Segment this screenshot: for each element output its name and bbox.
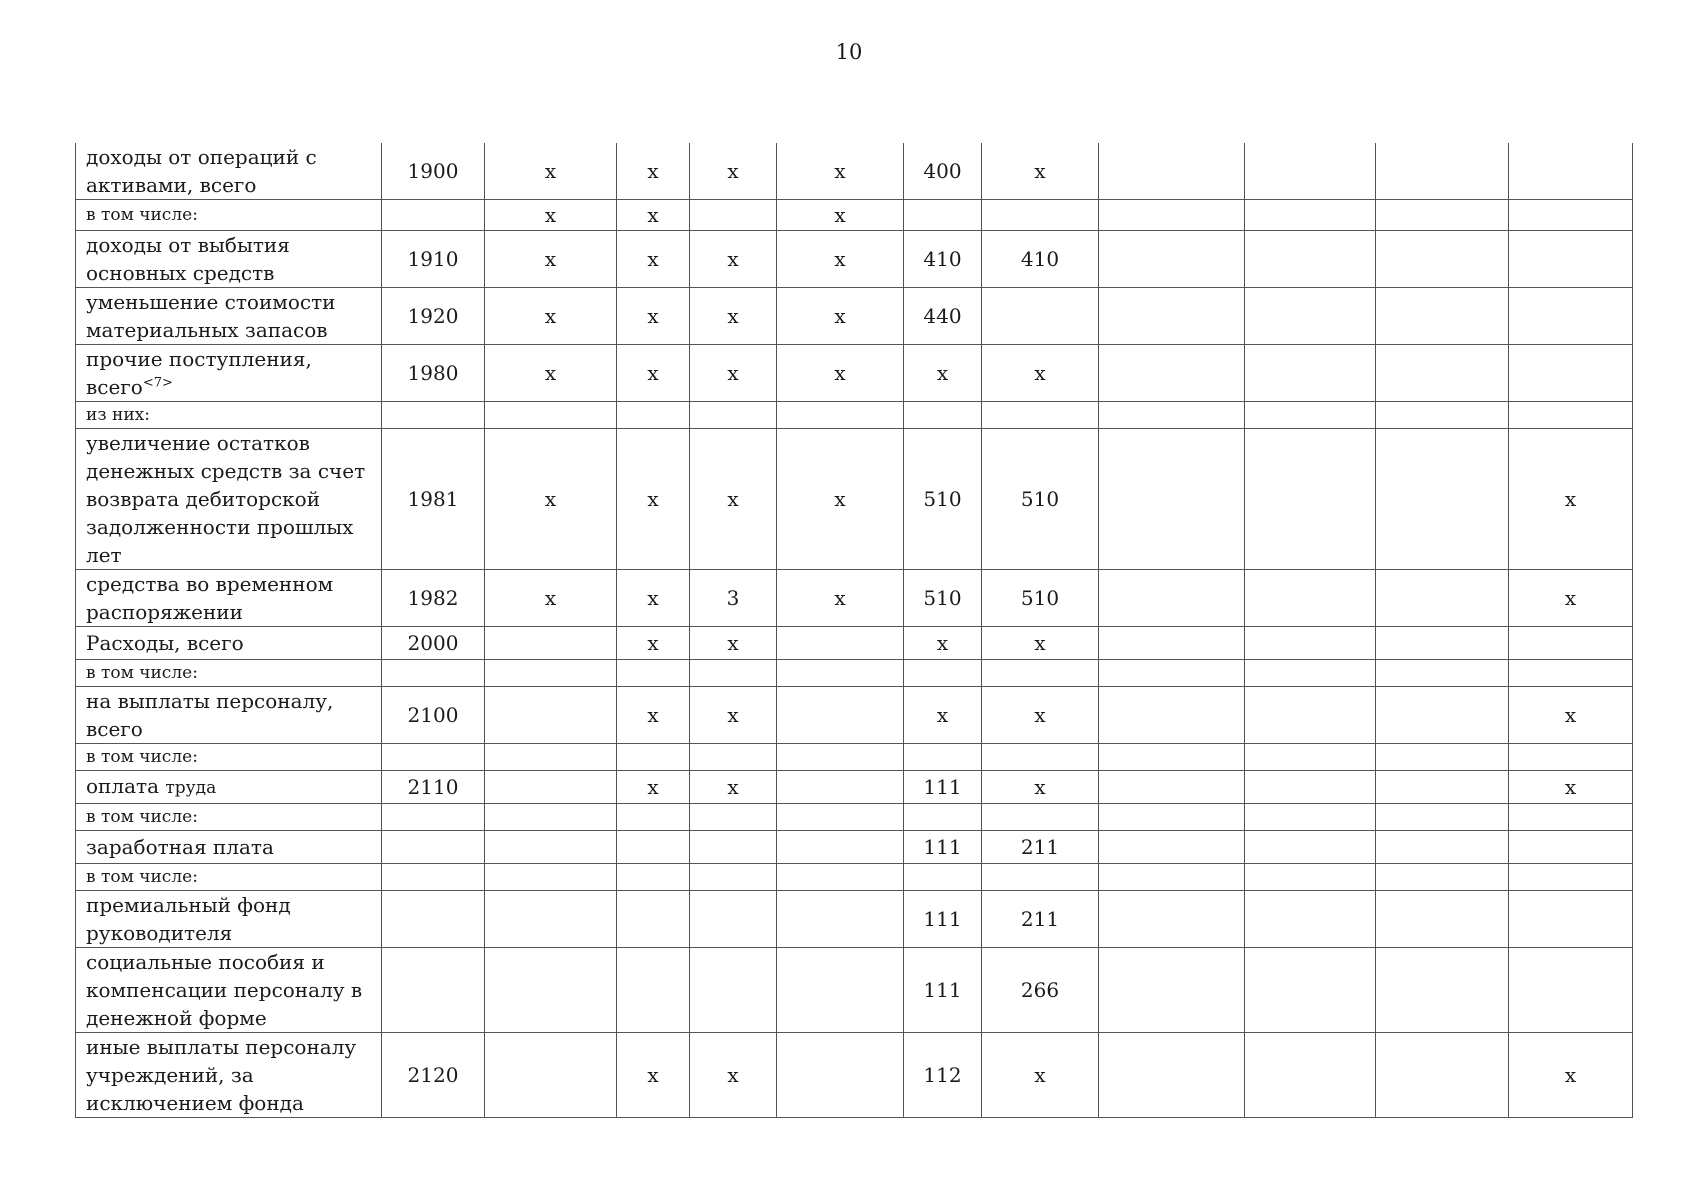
table-row <box>76 687 1633 744</box>
footnote-ref: <7> <box>142 375 173 391</box>
table-row <box>76 804 1633 831</box>
value-cell-c10 <box>1245 288 1376 345</box>
value-cell-c11 <box>1376 771 1509 804</box>
table-row <box>76 345 1633 402</box>
value-cell-c3 <box>485 1033 617 1118</box>
value-cell-c7: 111 <box>904 771 982 804</box>
value-cell-c9 <box>1099 402 1245 429</box>
value-cell-c11 <box>1376 831 1509 864</box>
value-cell-c6: х <box>777 143 904 200</box>
value-cell-c7: х <box>904 687 982 744</box>
value-cell-c6 <box>777 1033 904 1118</box>
value-cell-c5 <box>690 831 777 864</box>
table-row <box>76 231 1633 288</box>
table-row <box>76 660 1633 687</box>
value-cell-c3: х <box>485 345 617 402</box>
value-cell-c8: х <box>982 771 1099 804</box>
value-cell-c4 <box>617 660 690 687</box>
value-cell-c9 <box>1099 288 1245 345</box>
value-cell-c4: х <box>617 771 690 804</box>
value-cell-c8: 211 <box>982 891 1099 948</box>
value-cell-c7 <box>904 864 982 891</box>
value-cell-c8 <box>982 864 1099 891</box>
value-cell-c12 <box>1509 744 1633 771</box>
value-cell-c6: х <box>777 429 904 570</box>
value-cell-c12 <box>1509 891 1633 948</box>
value-cell-c12 <box>1509 864 1633 891</box>
row-name: оплата <box>86 774 159 798</box>
value-cell-c9 <box>1099 200 1245 231</box>
row-name-cell <box>76 200 382 231</box>
row-name-cell <box>76 288 382 345</box>
row-name: средства во временном распоряжении <box>86 572 334 624</box>
row-code-cell <box>382 804 485 831</box>
value-cell-c7: 111 <box>904 891 982 948</box>
row-name: в том числе: <box>86 867 198 887</box>
value-cell-c11 <box>1376 231 1509 288</box>
value-cell-c6 <box>777 864 904 891</box>
row-name-cell <box>76 771 382 804</box>
row-name-cell <box>76 345 382 402</box>
row-code-cell <box>382 948 485 1033</box>
value-cell-c9 <box>1099 771 1245 804</box>
table-row <box>76 288 1633 345</box>
value-cell-c5: х <box>690 288 777 345</box>
value-cell-c12: х <box>1509 687 1633 744</box>
value-cell-c9 <box>1099 831 1245 864</box>
row-code-cell: 1982 <box>382 570 485 627</box>
value-cell-c5: х <box>690 627 777 660</box>
row-name: увеличение остатков денежных средств за счет возврата дебиторской задолженности прошлых лет <box>86 431 366 567</box>
value-cell-c5: х <box>690 345 777 402</box>
value-cell-c9 <box>1099 660 1245 687</box>
value-cell-c11 <box>1376 429 1509 570</box>
value-cell-c8: 510 <box>982 429 1099 570</box>
value-cell-c7: 510 <box>904 429 982 570</box>
value-cell-c7: 410 <box>904 231 982 288</box>
budget-table <box>75 143 1633 1118</box>
table-row <box>76 143 1633 200</box>
value-cell-c4: х <box>617 231 690 288</box>
row-name-cell <box>76 143 382 200</box>
value-cell-c3 <box>485 744 617 771</box>
value-cell-c4: х <box>617 627 690 660</box>
row-name-cell <box>76 687 382 744</box>
value-cell-c11 <box>1376 345 1509 402</box>
value-cell-c8: 410 <box>982 231 1099 288</box>
value-cell-c6 <box>777 804 904 831</box>
value-cell-c5: х <box>690 771 777 804</box>
value-cell-c7 <box>904 402 982 429</box>
row-code-cell: 1920 <box>382 288 485 345</box>
value-cell-c6: х <box>777 200 904 231</box>
value-cell-c7: 400 <box>904 143 982 200</box>
value-cell-c3 <box>485 804 617 831</box>
row-code-cell: 2120 <box>382 1033 485 1118</box>
value-cell-c5 <box>690 948 777 1033</box>
value-cell-c11 <box>1376 627 1509 660</box>
row-code-cell: 2110 <box>382 771 485 804</box>
table-row <box>76 570 1633 627</box>
value-cell-c11 <box>1376 744 1509 771</box>
value-cell-c7 <box>904 744 982 771</box>
value-cell-c6 <box>777 891 904 948</box>
value-cell-c10 <box>1245 402 1376 429</box>
value-cell-c6 <box>777 402 904 429</box>
row-name-cell <box>76 231 382 288</box>
row-name: прочие поступления, всего <box>86 347 312 399</box>
value-cell-c9 <box>1099 687 1245 744</box>
value-cell-c8 <box>982 402 1099 429</box>
value-cell-c5: 3 <box>690 570 777 627</box>
value-cell-c5 <box>690 891 777 948</box>
row-name-cell <box>76 429 382 570</box>
value-cell-c6 <box>777 744 904 771</box>
row-name: в том числе: <box>86 807 198 827</box>
value-cell-c9 <box>1099 864 1245 891</box>
value-cell-c11 <box>1376 1033 1509 1118</box>
value-cell-c8 <box>982 744 1099 771</box>
row-name: в том числе: <box>86 747 198 767</box>
value-cell-c4: х <box>617 429 690 570</box>
value-cell-c5 <box>690 864 777 891</box>
row-name: уменьшение стоимости материальных запасов <box>86 290 336 342</box>
value-cell-c8: х <box>982 627 1099 660</box>
value-cell-c12 <box>1509 660 1633 687</box>
value-cell-c9 <box>1099 345 1245 402</box>
value-cell-c7: х <box>904 627 982 660</box>
value-cell-c10 <box>1245 200 1376 231</box>
value-cell-c3 <box>485 831 617 864</box>
value-cell-c3: х <box>485 570 617 627</box>
value-cell-c7 <box>904 804 982 831</box>
row-name-suffix: труда <box>165 778 217 798</box>
value-cell-c3 <box>485 864 617 891</box>
value-cell-c10 <box>1245 660 1376 687</box>
table-row <box>76 429 1633 570</box>
value-cell-c4 <box>617 744 690 771</box>
value-cell-c12 <box>1509 231 1633 288</box>
value-cell-c12 <box>1509 143 1633 200</box>
value-cell-c8: х <box>982 687 1099 744</box>
value-cell-c6 <box>777 627 904 660</box>
value-cell-c10 <box>1245 570 1376 627</box>
value-cell-c4: х <box>617 143 690 200</box>
value-cell-c7: 111 <box>904 948 982 1033</box>
value-cell-c3 <box>485 771 617 804</box>
value-cell-c10 <box>1245 864 1376 891</box>
value-cell-c10 <box>1245 687 1376 744</box>
value-cell-c9 <box>1099 891 1245 948</box>
value-cell-c9 <box>1099 570 1245 627</box>
row-code-cell <box>382 402 485 429</box>
value-cell-c6: х <box>777 288 904 345</box>
value-cell-c6: х <box>777 231 904 288</box>
row-name-cell <box>76 948 382 1033</box>
value-cell-c5: х <box>690 231 777 288</box>
value-cell-c8: 266 <box>982 948 1099 1033</box>
value-cell-c3 <box>485 891 617 948</box>
value-cell-c6 <box>777 687 904 744</box>
row-name: иные выплаты персоналу учреждений, за исключением фонда <box>86 1035 357 1115</box>
row-name-cell <box>76 744 382 771</box>
row-name-cell <box>76 831 382 864</box>
value-cell-c12 <box>1509 345 1633 402</box>
row-code-cell <box>382 744 485 771</box>
value-cell-c7 <box>904 660 982 687</box>
value-cell-c3 <box>485 660 617 687</box>
table-row <box>76 200 1633 231</box>
row-code-cell <box>382 660 485 687</box>
value-cell-c10 <box>1245 771 1376 804</box>
value-cell-c6 <box>777 948 904 1033</box>
value-cell-c5 <box>690 200 777 231</box>
row-code-cell: 1981 <box>382 429 485 570</box>
value-cell-c4: х <box>617 687 690 744</box>
table-row <box>76 627 1633 660</box>
value-cell-c8 <box>982 288 1099 345</box>
value-cell-c3: х <box>485 429 617 570</box>
row-name: на выплаты персоналу, всего <box>86 689 334 741</box>
value-cell-c10 <box>1245 143 1376 200</box>
value-cell-c11 <box>1376 687 1509 744</box>
value-cell-c12: х <box>1509 570 1633 627</box>
row-code-cell <box>382 891 485 948</box>
value-cell-c10 <box>1245 744 1376 771</box>
value-cell-c5: х <box>690 687 777 744</box>
value-cell-c4: х <box>617 200 690 231</box>
row-code-cell <box>382 200 485 231</box>
value-cell-c11 <box>1376 864 1509 891</box>
value-cell-c5: х <box>690 429 777 570</box>
value-cell-c9 <box>1099 948 1245 1033</box>
value-cell-c4 <box>617 804 690 831</box>
value-cell-c5: х <box>690 1033 777 1118</box>
table-row <box>76 402 1633 429</box>
row-code-cell: 1980 <box>382 345 485 402</box>
table-row <box>76 948 1633 1033</box>
table-row <box>76 771 1633 804</box>
value-cell-c3 <box>485 402 617 429</box>
value-cell-c11 <box>1376 804 1509 831</box>
value-cell-c9 <box>1099 231 1245 288</box>
value-cell-c12 <box>1509 831 1633 864</box>
value-cell-c3 <box>485 948 617 1033</box>
value-cell-c12 <box>1509 288 1633 345</box>
value-cell-c10 <box>1245 627 1376 660</box>
value-cell-c10 <box>1245 345 1376 402</box>
value-cell-c3: х <box>485 200 617 231</box>
value-cell-c10 <box>1245 1033 1376 1118</box>
row-name: в том числе: <box>86 663 198 683</box>
value-cell-c6: х <box>777 570 904 627</box>
value-cell-c4: х <box>617 288 690 345</box>
row-code-cell: 1910 <box>382 231 485 288</box>
row-name-cell <box>76 804 382 831</box>
value-cell-c12 <box>1509 402 1633 429</box>
value-cell-c10 <box>1245 831 1376 864</box>
row-name-cell <box>76 402 382 429</box>
row-code-cell: 2100 <box>382 687 485 744</box>
value-cell-c12 <box>1509 948 1633 1033</box>
row-name-cell <box>76 864 382 891</box>
value-cell-c10 <box>1245 891 1376 948</box>
row-name: Расходы, всего <box>86 631 244 655</box>
value-cell-c11 <box>1376 288 1509 345</box>
value-cell-c4 <box>617 948 690 1033</box>
value-cell-c10 <box>1245 429 1376 570</box>
row-name: доходы от выбытия основных средств <box>86 233 290 285</box>
value-cell-c6: х <box>777 345 904 402</box>
value-cell-c8: 211 <box>982 831 1099 864</box>
value-cell-c11 <box>1376 660 1509 687</box>
value-cell-c9 <box>1099 804 1245 831</box>
table-row <box>76 891 1633 948</box>
table-row <box>76 744 1633 771</box>
value-cell-c7 <box>904 200 982 231</box>
row-code-cell: 1900 <box>382 143 485 200</box>
value-cell-c4: х <box>617 570 690 627</box>
value-cell-c9 <box>1099 744 1245 771</box>
table-row <box>76 864 1633 891</box>
value-cell-c12 <box>1509 627 1633 660</box>
value-cell-c12 <box>1509 804 1633 831</box>
row-name: доходы от операций с активами, всего <box>86 145 317 197</box>
value-cell-c6 <box>777 771 904 804</box>
row-name: премиальный фонд руководителя <box>86 893 291 945</box>
row-code-cell <box>382 864 485 891</box>
value-cell-c8: 510 <box>982 570 1099 627</box>
row-name: в том числе: <box>86 205 198 225</box>
value-cell-c12: х <box>1509 771 1633 804</box>
value-cell-c5 <box>690 804 777 831</box>
value-cell-c4 <box>617 402 690 429</box>
value-cell-c9 <box>1099 143 1245 200</box>
value-cell-c11 <box>1376 891 1509 948</box>
value-cell-c3: х <box>485 143 617 200</box>
value-cell-c6 <box>777 660 904 687</box>
value-cell-c5 <box>690 402 777 429</box>
value-cell-c12 <box>1509 200 1633 231</box>
page-number: 10 <box>835 40 863 64</box>
table-row <box>76 1033 1633 1118</box>
value-cell-c9 <box>1099 1033 1245 1118</box>
row-name-cell <box>76 660 382 687</box>
value-cell-c3 <box>485 627 617 660</box>
value-cell-c11 <box>1376 200 1509 231</box>
row-name-cell <box>76 627 382 660</box>
value-cell-c3: х <box>485 231 617 288</box>
value-cell-c11 <box>1376 143 1509 200</box>
value-cell-c8 <box>982 200 1099 231</box>
value-cell-c8: х <box>982 345 1099 402</box>
value-cell-c5: х <box>690 143 777 200</box>
row-name: заработная плата <box>86 835 274 859</box>
value-cell-c9 <box>1099 627 1245 660</box>
value-cell-c8: х <box>982 143 1099 200</box>
value-cell-c7: 111 <box>904 831 982 864</box>
value-cell-c7: 112 <box>904 1033 982 1118</box>
value-cell-c10 <box>1245 231 1376 288</box>
value-cell-c4 <box>617 891 690 948</box>
value-cell-c7: 440 <box>904 288 982 345</box>
row-code-cell: 2000 <box>382 627 485 660</box>
value-cell-c8 <box>982 660 1099 687</box>
row-name: социальные пособия и компенсации персоналу в денежной форме <box>86 950 363 1030</box>
value-cell-c8: х <box>982 1033 1099 1118</box>
row-code-cell <box>382 831 485 864</box>
row-name-cell <box>76 1033 382 1118</box>
value-cell-c11 <box>1376 570 1509 627</box>
value-cell-c12: х <box>1509 1033 1633 1118</box>
value-cell-c4 <box>617 864 690 891</box>
row-name-cell <box>76 891 382 948</box>
value-cell-c11 <box>1376 402 1509 429</box>
value-cell-c4: х <box>617 345 690 402</box>
value-cell-c5 <box>690 744 777 771</box>
value-cell-c5 <box>690 660 777 687</box>
value-cell-c7: х <box>904 345 982 402</box>
value-cell-c3 <box>485 687 617 744</box>
value-cell-c12: х <box>1509 429 1633 570</box>
value-cell-c11 <box>1376 948 1509 1033</box>
value-cell-c10 <box>1245 804 1376 831</box>
table-row <box>76 831 1633 864</box>
value-cell-c6 <box>777 831 904 864</box>
value-cell-c7: 510 <box>904 570 982 627</box>
value-cell-c4: х <box>617 1033 690 1118</box>
value-cell-c3: х <box>485 288 617 345</box>
value-cell-c9 <box>1099 429 1245 570</box>
value-cell-c10 <box>1245 948 1376 1033</box>
row-name: из них: <box>86 405 150 425</box>
row-name-cell <box>76 570 382 627</box>
value-cell-c4 <box>617 831 690 864</box>
value-cell-c8 <box>982 804 1099 831</box>
